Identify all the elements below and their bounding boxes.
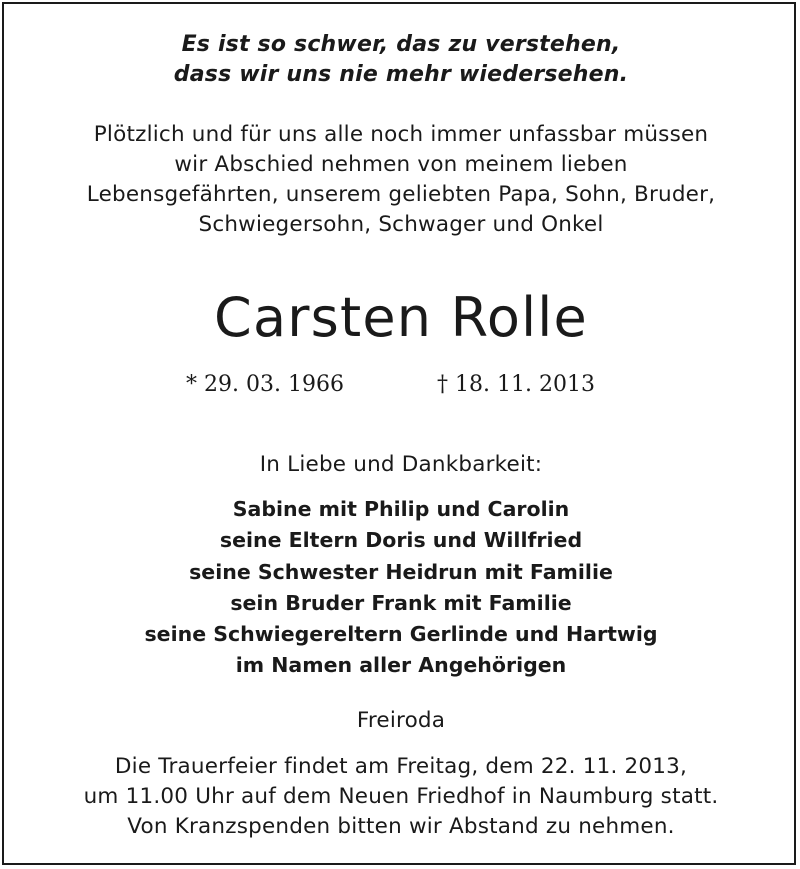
funeral-line-2: um 11.00 Uhr auf dem Neuen Friedhof in Naumburg statt. bbox=[83, 784, 719, 809]
deceased-name: Carsten Rolle bbox=[214, 286, 588, 349]
quote-line-2: dass wir uns nie mehr wiedersehen. bbox=[173, 62, 629, 87]
obituary-frame bbox=[2, 2, 796, 865]
life-dates bbox=[4, 372, 798, 402]
mourner-line-1: Sabine mit Philip und Carolin bbox=[232, 497, 570, 521]
intro-line-2: wir Abschied nehmen von meinem lieben bbox=[174, 152, 628, 177]
intro-line-3: Lebensgefährten, unserem geliebten Papa, Sohn, Bruder, bbox=[86, 182, 716, 207]
place-line: Freiroda bbox=[356, 708, 446, 733]
quote-line-1: Es ist so schwer, das zu verstehen, bbox=[181, 32, 621, 57]
obituary-content bbox=[4, 4, 798, 867]
mourner-line-6: im Namen aller Angehörigen bbox=[235, 653, 567, 677]
funeral-line-1: Die Trauerfeier findet am Freitag, dem 22. 11. 2013, bbox=[114, 754, 688, 779]
mourner-line-2: seine Eltern Doris und Willfried bbox=[219, 528, 583, 552]
thanks-line: In Liebe und Dankbarkeit: bbox=[259, 452, 543, 477]
funeral-line-3: Von Kranzspenden bitten wir Abstand zu nehmen. bbox=[127, 814, 675, 839]
intro-line-4: Schwiegersohn, Schwager und Onkel bbox=[198, 212, 604, 237]
mourner-line-5: seine Schwiegereltern Gerlinde und Hartwig bbox=[144, 622, 658, 646]
birth-date: * 29. 03. 1966 bbox=[186, 372, 344, 397]
mourner-line-4: sein Bruder Frank mit Familie bbox=[230, 591, 572, 615]
mourner-line-3: seine Schwester Heidrun mit Familie bbox=[189, 560, 613, 584]
intro-line-1: Plötzlich und für uns alle noch immer unfassbar müssen bbox=[93, 122, 709, 147]
death-date: † 18. 11. 2013 bbox=[437, 372, 595, 397]
